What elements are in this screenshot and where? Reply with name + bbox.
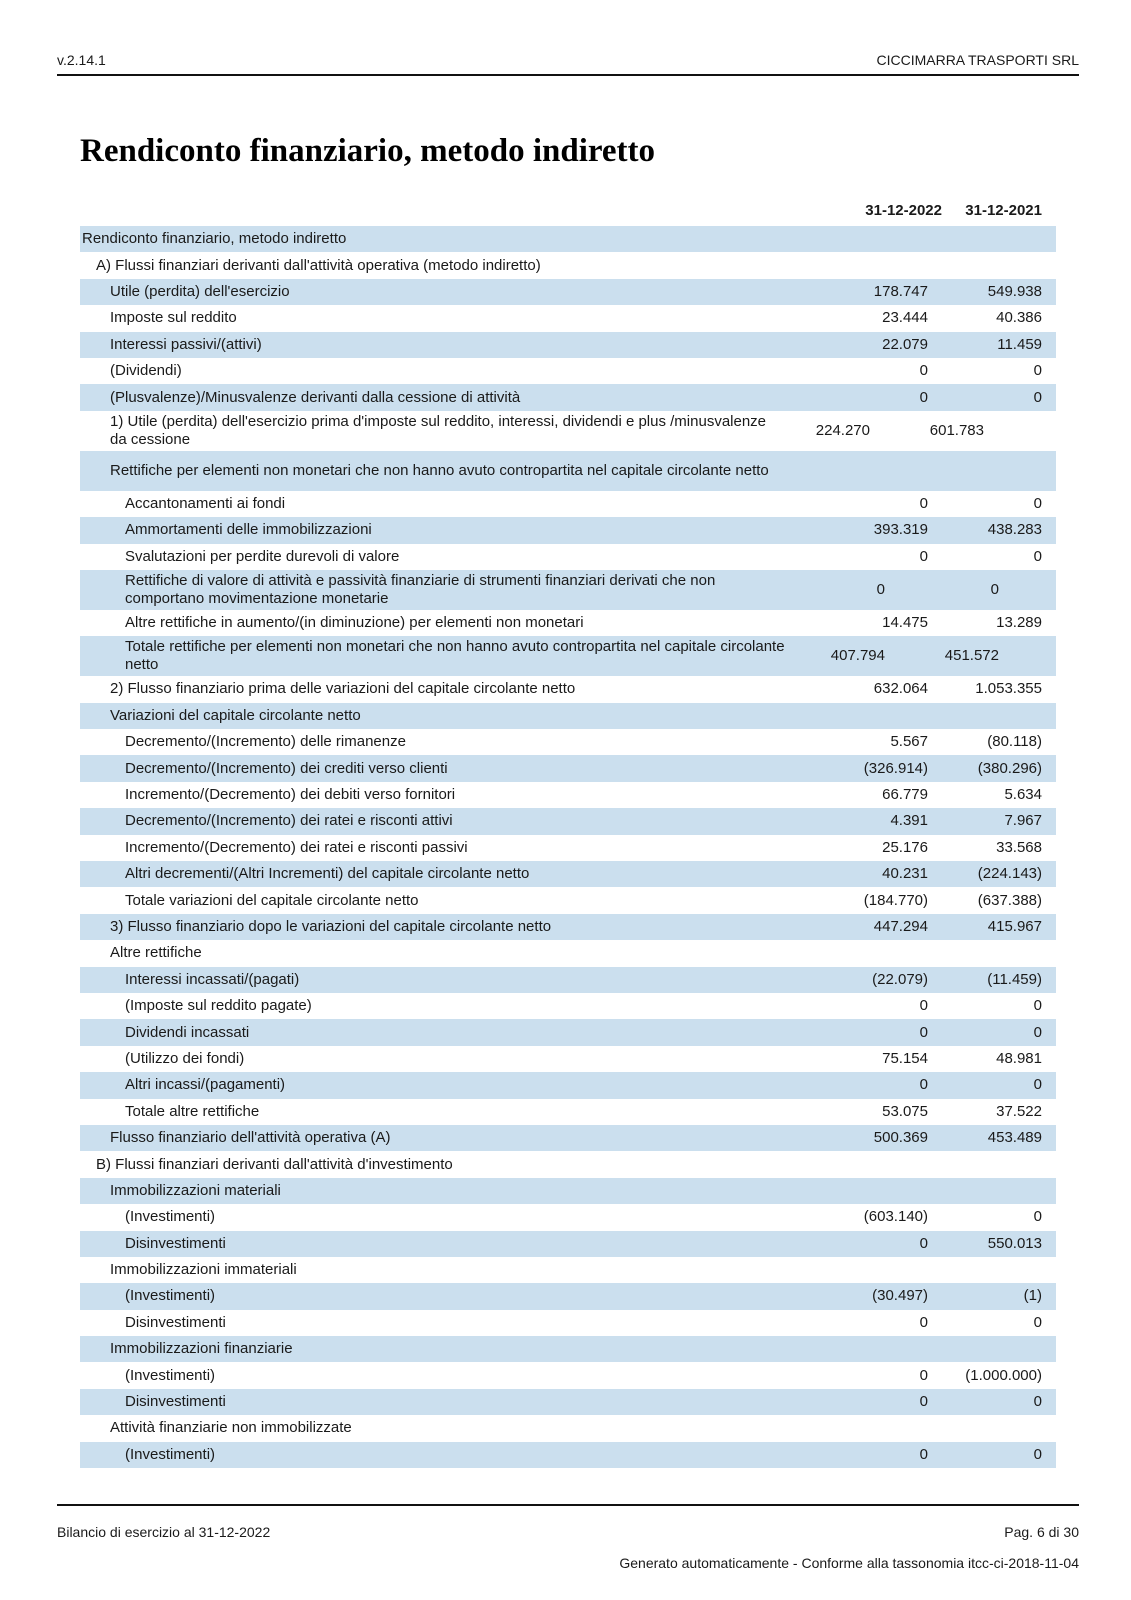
page-title: Rendiconto finanziario, metodo indiretto bbox=[80, 133, 656, 169]
table-row bbox=[80, 226, 1056, 252]
table-row bbox=[80, 252, 1056, 278]
value-2021: 453.489 bbox=[987, 1129, 1042, 1147]
value-2022: 447.294 bbox=[873, 918, 928, 935]
value-2021: 0 bbox=[1033, 362, 1042, 380]
row-label: Rendiconto finanziario, metodo indiretto bbox=[82, 230, 347, 248]
row-label: Accantonamenti ai fondi bbox=[125, 494, 286, 512]
value-2022: 23.444 bbox=[882, 309, 928, 327]
value-2021: 0 bbox=[1033, 1208, 1042, 1226]
value-2021: 550.013 bbox=[987, 1234, 1042, 1252]
table-row bbox=[80, 1178, 1056, 1204]
value-2022: 0 bbox=[919, 1234, 928, 1252]
value-2022: 0 bbox=[919, 1445, 928, 1463]
table-row bbox=[80, 1099, 1056, 1125]
value-2022: 4.391 bbox=[890, 812, 928, 830]
company-name: CICCIMARRA TRASPORTI SRL bbox=[876, 52, 1079, 68]
table-row bbox=[80, 384, 1056, 410]
row-label: Flusso finanziario dell'attività operativa (A) bbox=[110, 1129, 391, 1147]
value-2022: 0 bbox=[919, 362, 928, 380]
value-2021: 451.572 bbox=[944, 647, 999, 665]
value-2022: 0 bbox=[919, 1366, 928, 1384]
value-2022: 0 bbox=[876, 580, 885, 598]
table-row bbox=[80, 1415, 1056, 1441]
value-2022: 0 bbox=[919, 997, 928, 1015]
value-2022: 0 bbox=[919, 388, 928, 406]
table-row bbox=[80, 451, 1056, 491]
value-2021: 7.967 bbox=[1004, 812, 1042, 830]
table-row bbox=[80, 940, 1056, 966]
table-row bbox=[80, 1310, 1056, 1336]
table-row bbox=[80, 676, 1056, 702]
row-label: Immobilizzazioni finanziarie bbox=[110, 1340, 293, 1358]
row-label: Decremento/(Incremento) dei crediti verso clienti bbox=[125, 759, 448, 777]
generated-note: Generato automaticamente - Conforme alla tassonomia itcc-ci-2018-11-04 bbox=[619, 1555, 1079, 1571]
value-2022: 14.475 bbox=[882, 614, 928, 632]
table-row bbox=[80, 1283, 1056, 1309]
row-label: Imposte sul reddito bbox=[110, 309, 237, 327]
row-label: 2) Flusso finanziario prima delle variazioni del capitale circolante netto bbox=[110, 680, 576, 698]
row-label: Dividendi incassati bbox=[125, 1023, 250, 1041]
value-2022: 0 bbox=[919, 547, 928, 565]
row-label: Svalutazioni per perdite durevoli di valore bbox=[125, 547, 400, 565]
value-2022: 178.747 bbox=[873, 282, 928, 300]
value-2021: 0 bbox=[1033, 997, 1042, 1015]
table-row bbox=[80, 570, 1056, 610]
value-2022: 0 bbox=[919, 1023, 928, 1041]
row-label: (Imposte sul reddito pagate) bbox=[125, 997, 312, 1015]
row-label: Utile (perdita) dell'esercizio bbox=[110, 282, 290, 300]
value-2022: (603.140) bbox=[863, 1208, 928, 1226]
table-row bbox=[80, 1125, 1056, 1151]
value-2021: (11.459) bbox=[987, 970, 1042, 988]
table-row bbox=[80, 305, 1056, 331]
value-2022: (30.497) bbox=[872, 1287, 928, 1305]
value-2022: (22.079) bbox=[872, 970, 928, 988]
table-row bbox=[80, 1204, 1056, 1230]
value-2022: 500.369 bbox=[873, 1129, 928, 1147]
row-label: A) Flussi finanziari derivanti dall'attività operativa (metodo indiretto) bbox=[96, 256, 541, 274]
value-2021: 549.938 bbox=[987, 282, 1042, 300]
table-row bbox=[80, 411, 1056, 451]
table-row bbox=[80, 914, 1056, 940]
table-row bbox=[80, 636, 1056, 676]
row-label: (Dividendi) bbox=[110, 362, 182, 380]
value-2021: (224.143) bbox=[977, 865, 1042, 883]
value-2021: (637.388) bbox=[977, 891, 1042, 909]
table-row bbox=[80, 1151, 1056, 1177]
value-2022: 66.779 bbox=[882, 786, 928, 804]
table-row bbox=[80, 1442, 1056, 1468]
column-headers bbox=[80, 202, 1056, 224]
footer-divider bbox=[57, 1504, 1079, 1506]
footer-document-label: Bilancio di esercizio al 31-12-2022 bbox=[57, 1524, 271, 1540]
value-2021: 5.634 bbox=[1004, 786, 1042, 804]
row-label: Altri decrementi/(Altri Incrementi) del capitale circolante netto bbox=[125, 865, 530, 883]
table-row bbox=[80, 544, 1056, 570]
table-row bbox=[80, 887, 1056, 913]
value-2021: 13.289 bbox=[996, 614, 1042, 632]
row-label: Incremento/(Decremento) dei debiti verso fornitori bbox=[125, 786, 456, 804]
row-label: Interessi incassati/(pagati) bbox=[125, 970, 300, 988]
column-header-2022: 31-12-2022 bbox=[865, 202, 942, 219]
value-2022: 53.075 bbox=[882, 1102, 928, 1120]
value-2021: 0 bbox=[1033, 1076, 1042, 1094]
table-row bbox=[80, 1336, 1056, 1362]
value-2021: 0 bbox=[1033, 1445, 1042, 1463]
value-2022: 5.567 bbox=[890, 733, 928, 751]
row-label: Ammortamenti delle immobilizzazioni bbox=[125, 521, 372, 539]
row-label: B) Flussi finanziari derivanti dall'attività d'investimento bbox=[96, 1155, 453, 1173]
row-label: Rettifiche di valore di attività e passività finanziarie di strumenti finanziari derivati che non comportano movimentazione monetarie bbox=[125, 571, 716, 607]
value-2021: 37.522 bbox=[996, 1102, 1042, 1120]
table-row bbox=[80, 279, 1056, 305]
row-label: Disinvestimenti bbox=[125, 1313, 226, 1331]
table-row bbox=[80, 782, 1056, 808]
value-2022: 25.176 bbox=[882, 838, 928, 856]
row-label: 1) Utile (perdita) dell'esercizio prima d'imposte sul reddito, interessi, dividendi e plus /minusvalenze da cessione bbox=[110, 412, 767, 448]
value-2021: 0 bbox=[1033, 1313, 1042, 1331]
row-label: Incremento/(Decremento) dei ratei e risconti passivi bbox=[125, 838, 468, 856]
value-2021: 0 bbox=[990, 580, 999, 598]
value-2021: 0 bbox=[1033, 1393, 1042, 1411]
table-row bbox=[80, 1389, 1056, 1415]
table-row bbox=[80, 1046, 1056, 1072]
value-2022: 22.079 bbox=[882, 335, 928, 353]
value-2021: 0 bbox=[1033, 494, 1042, 512]
row-label: Decremento/(Incremento) delle rimanenze bbox=[125, 733, 406, 751]
row-label: (Investimenti) bbox=[125, 1445, 216, 1463]
table-row bbox=[80, 517, 1056, 543]
table-row bbox=[80, 491, 1056, 517]
row-label: Altri incassi/(pagamenti) bbox=[125, 1076, 286, 1094]
table-row bbox=[80, 1072, 1056, 1098]
table-row bbox=[80, 1019, 1056, 1045]
value-2021: 438.283 bbox=[987, 521, 1042, 539]
row-label: Disinvestimenti bbox=[125, 1393, 226, 1411]
row-label: Decremento/(Incremento) dei ratei e risconti attivi bbox=[125, 812, 453, 830]
value-2022: (184.770) bbox=[863, 891, 928, 909]
table-row bbox=[80, 1362, 1056, 1388]
value-2022: 393.319 bbox=[873, 521, 928, 539]
value-2021: 0 bbox=[1033, 1023, 1042, 1041]
value-2022: 75.154 bbox=[882, 1049, 928, 1067]
value-2022: 0 bbox=[919, 1393, 928, 1411]
value-2021: 601.783 bbox=[929, 421, 984, 439]
table-row bbox=[80, 332, 1056, 358]
table-row bbox=[80, 993, 1056, 1019]
table-row bbox=[80, 1231, 1056, 1257]
table-row bbox=[80, 835, 1056, 861]
row-label: (Plusvalenze)/Minusvalenze derivanti dalla cessione di attività bbox=[110, 388, 521, 406]
value-2022: 0 bbox=[919, 1076, 928, 1094]
table-row bbox=[80, 755, 1056, 781]
row-label: Variazioni del capitale circolante netto bbox=[110, 706, 361, 724]
row-label: Interessi passivi/(attivi) bbox=[110, 335, 262, 353]
row-label: Totale rettifiche per elementi non monetari che non hanno avuto contropartita nel capitale circolante netto bbox=[125, 638, 785, 674]
value-2021: (80.118) bbox=[987, 733, 1042, 751]
value-2022: (326.914) bbox=[863, 759, 928, 777]
value-2021: 1.053.355 bbox=[975, 680, 1042, 698]
row-label: Altre rettifiche in aumento/(in diminuzione) per elementi non monetari bbox=[125, 614, 584, 632]
value-2021: 11.459 bbox=[997, 335, 1042, 353]
value-2022: 224.270 bbox=[815, 421, 870, 439]
row-label: 3) Flusso finanziario dopo le variazioni del capitale circolante netto bbox=[110, 918, 552, 935]
table-row bbox=[80, 808, 1056, 834]
value-2021: 48.981 bbox=[996, 1049, 1042, 1067]
table-row bbox=[80, 1257, 1056, 1283]
value-2021: (1) bbox=[1023, 1287, 1042, 1305]
row-label: Rettifiche per elementi non monetari che non hanno avuto contropartita nel capitale circolante netto bbox=[110, 461, 769, 479]
row-label: Totale variazioni del capitale circolante netto bbox=[125, 891, 419, 909]
value-2021: (380.296) bbox=[977, 759, 1042, 777]
table-row bbox=[80, 861, 1056, 887]
table-row bbox=[80, 729, 1056, 755]
table-row bbox=[80, 703, 1056, 729]
value-2022: 0 bbox=[919, 494, 928, 512]
value-2021: 415.967 bbox=[987, 918, 1042, 935]
value-2022: 0 bbox=[919, 1313, 928, 1331]
row-label: Totale altre rettifiche bbox=[125, 1102, 260, 1120]
row-label: Immobilizzazioni immateriali bbox=[110, 1261, 297, 1279]
row-label: (Investimenti) bbox=[125, 1366, 216, 1384]
row-label: Attività finanziarie non immobilizzate bbox=[110, 1419, 352, 1437]
row-label: Disinvestimenti bbox=[125, 1234, 226, 1252]
cash-flow-table bbox=[80, 226, 1056, 1468]
row-label: Altre rettifiche bbox=[110, 944, 202, 962]
value-2022: 40.231 bbox=[882, 865, 928, 883]
row-label: (Investimenti) bbox=[125, 1208, 216, 1226]
value-2022: 632.064 bbox=[873, 680, 928, 698]
table-row bbox=[80, 358, 1056, 384]
row-label: (Investimenti) bbox=[125, 1287, 216, 1305]
value-2021: 33.568 bbox=[996, 838, 1042, 856]
page-number: Pag. 6 di 30 bbox=[1004, 1524, 1079, 1540]
table-row bbox=[80, 610, 1056, 636]
version-label: v.2.14.1 bbox=[57, 52, 106, 68]
row-label: (Utilizzo dei fondi) bbox=[125, 1049, 245, 1067]
table-row bbox=[80, 967, 1056, 993]
value-2021: 0 bbox=[1033, 388, 1042, 406]
value-2022: 407.794 bbox=[830, 647, 885, 665]
value-2021: 40.386 bbox=[996, 309, 1042, 327]
value-2021: 0 bbox=[1033, 547, 1042, 565]
column-header-2021: 31-12-2021 bbox=[965, 202, 1042, 219]
header-divider bbox=[57, 74, 1079, 76]
value-2021: (1.000.000) bbox=[965, 1366, 1042, 1384]
row-label: Immobilizzazioni materiali bbox=[110, 1181, 281, 1199]
